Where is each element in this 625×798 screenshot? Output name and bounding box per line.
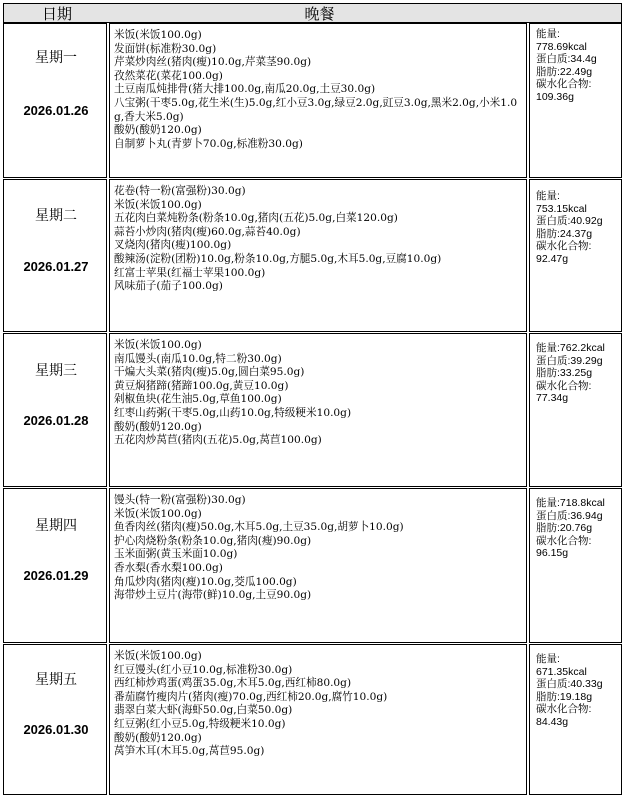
date-label: 2026.01.28 [23,413,89,428]
dinner-column-header: 晚餐 [304,5,335,23]
list-item: 酸辣汤(淀粉(团粉)10.0g,粉条10.0g,方腿5.0g,木耳5.0g,豆腐10.0g) [114,252,442,265]
nutrition-list [536,28,620,104]
list-item: 风味茄子(茄子100.0g) [114,280,223,293]
nutrition-line: 脂肪:24.37g [536,227,593,240]
list-item: 剁椒鱼块(花生油5.0g,草鱼100.0g) [114,393,282,406]
list-item: 翡翠白菜大虾(海虾50.0g,白菜50.0g) [114,704,293,717]
table-row [3,23,622,178]
date-cell [3,488,107,643]
list-item: 土豆南瓜炖排骨(猪大排100.0g,南瓜20.0g,土豆30.0g) [114,83,376,96]
list-item: 黄豆焖猪蹄(猪蹄100.0g,黄豆10.0g) [114,379,289,392]
dinner-item-list [114,185,524,294]
nutrition-line: 能量: [536,653,560,665]
date-cell [3,179,107,332]
date-cell [3,23,107,178]
nutrition-line: 脂肪:20.76g [536,522,593,535]
table-row [3,333,622,487]
nutrition-line: 753.15kcal [536,202,587,215]
menu-table [3,3,622,795]
list-item: 米饭(米饭100.0g) [114,507,202,520]
list-item: 红富士苹果(红福士苹果100.0g) [114,266,266,279]
list-item: 米饭(米饭100.0g) [114,650,202,662]
date-column-header: 日期 [41,5,72,23]
nutrition-line: 蛋白质:40.92g [536,215,603,228]
table-row [3,488,622,643]
list-item: 香水梨(香水梨100.0g) [114,561,223,574]
list-item: 馒头(特一粉(富强粉)30.0g) [114,494,246,506]
nutrition-line: 能量: [536,190,560,202]
nutrition-cell [529,644,622,795]
list-item: 玉米面粥(黄玉米面10.0g) [114,548,238,561]
list-item: 芹菜炒肉丝(猪肉(瘦)10.0g,芹菜茎90.0g) [114,56,312,69]
date-label: 2026.01.27 [23,259,89,274]
weekday-label: 星期五 [35,672,77,688]
date-cell [3,333,107,487]
nutrition-line: 脂肪:22.49g [536,65,593,78]
list-item: 米饭(米饭100.0g) [114,339,202,351]
weekday-label: 星期四 [35,518,77,534]
nutrition-line: 能量:762.2kcal [536,342,605,354]
nutrition-list [536,497,620,560]
list-item: 护心肉烧粉条(粉条10.0g,猪肉(瘦)90.0g) [114,534,312,547]
nutrition-cell [529,179,622,332]
dinner-items-cell [109,23,527,178]
list-item: 花卷(特一粉(富强粉)30.0g) [114,185,246,197]
dinner-items-cell [109,644,527,795]
list-item: 西红柿炒鸡蛋(鸡蛋35.0g,木耳5.0g,西红柿80.0g) [114,677,352,690]
nutrition-line: 671.35kcal [536,665,587,678]
nutrition-line: 碳水化合物: [536,703,592,716]
weekday-label: 星期二 [35,208,77,224]
nutrition-line: 脂肪:19.18g [536,690,593,703]
list-item: 米饭(米饭100.0g) [114,29,202,41]
table-header [3,3,622,23]
list-item: 干煸大头菜(猪肉(瘦)5.0g,圆白菜95.0g) [114,366,305,379]
list-item: 海带炒土豆片(海带(鲜)10.0g,土豆90.0g) [114,589,312,602]
nutrition-list [536,653,620,729]
nutrition-line: 碳水化合物: [536,78,592,91]
date-label: 2026.01.30 [23,722,89,737]
list-item: 番茄腐竹瘦肉片(猪肉(瘦)70.0g,西红柿20.0g,腐竹10.0g) [114,690,388,703]
list-item: 自制萝卜丸(青萝卜70.0g,标准粉30.0g) [114,137,303,150]
dinner-items-cell [109,333,527,487]
nutrition-line: 碳水化合物: [536,379,592,392]
list-item: 红豆馒头(红小豆10.0g,标准粉30.0g) [114,663,293,676]
nutrition-cell [529,23,622,178]
list-item: 红豆粥(红小豆5.0g,特级粳米10.0g) [114,717,286,730]
nutrition-line: 778.69kcal [536,40,587,53]
dinner-items-cell [109,488,527,643]
nutrition-line: 蛋白质:40.33g [536,678,603,691]
weekday-label: 星期一 [35,50,77,66]
list-item: 鱼香肉丝(猪肉(瘦)50.0g,木耳5.0g,土豆35.0g,胡萝卜10.0g) [114,521,404,534]
list-item: 孜然菜花(菜花100.0g) [114,69,223,82]
nutrition-line: 109.36g [536,90,574,103]
nutrition-line: 能量:718.8kcal [536,497,605,509]
list-item: 酸奶(酸奶120.0g) [114,420,202,433]
list-item: 酸奶(酸奶120.0g) [114,124,202,137]
dinner-items-cell [109,179,527,332]
date-label: 2026.01.29 [23,568,89,583]
table-row [3,179,622,332]
nutrition-line: 能量: [536,28,560,40]
nutrition-line: 碳水化合物: [536,534,592,547]
nutrition-cell [529,488,622,643]
nutrition-list [536,342,620,405]
list-item: 五花肉炒莴苣(猪肉(五花)5.0g,莴苣100.0g) [114,434,322,447]
nutrition-list [536,190,620,266]
date-label: 2026.01.26 [23,103,89,118]
list-item: 蒜苔小炒肉(猪肉(瘦)60.0g,蒜苔40.0g) [114,225,301,238]
list-item: 角瓜炒肉(猪肉(瘦)10.0g,茭瓜100.0g) [114,575,297,588]
list-item: 八宝粥(干枣5.0g,花生米(生)5.0g,红小豆3.0g,绿豆2.0g,豇豆3.0g,黑米2.0g,小米1.0g,香大米5.0g) [114,96,518,123]
nutrition-line: 84.43g [536,715,569,728]
nutrition-line: 92.47g [536,252,569,265]
list-item: 五花肉白菜炖粉条(粉条10.0g,猪肉(五花)5.0g,白菜120.0g) [114,212,398,225]
list-item: 发面饼(标准粉30.0g) [114,42,217,55]
nutrition-cell [529,333,622,487]
list-item: 南瓜馒头(南瓜10.0g,特二粉30.0g) [114,352,282,365]
list-item: 叉烧肉(猪肉(瘦)100.0g) [114,239,232,252]
dinner-item-list [114,29,524,151]
list-item: 红枣山药粥(干枣5.0g,山药10.0g,特级粳米10.0g) [114,406,352,419]
dinner-item-list [114,494,524,603]
list-item: 酸奶(酸奶120.0g) [114,731,202,744]
nutrition-line: 96.15g [536,547,569,560]
nutrition-line: 脂肪:33.25g [536,367,593,380]
date-cell [3,644,107,795]
weekday-label: 星期三 [35,363,77,379]
nutrition-line: 77.34g [536,392,569,405]
nutrition-line: 蛋白质:39.29g [536,354,603,367]
list-item: 莴笋木耳(木耳5.0g,莴苣95.0g) [114,745,265,758]
dinner-item-list [114,339,524,448]
dinner-item-list [114,650,524,759]
nutrition-line: 蛋白质:36.94g [536,509,603,522]
nutrition-line: 碳水化合物: [536,240,592,253]
table-row [3,644,622,795]
list-item: 米饭(米饭100.0g) [114,198,202,211]
nutrition-line: 蛋白质:34.4g [536,53,597,66]
